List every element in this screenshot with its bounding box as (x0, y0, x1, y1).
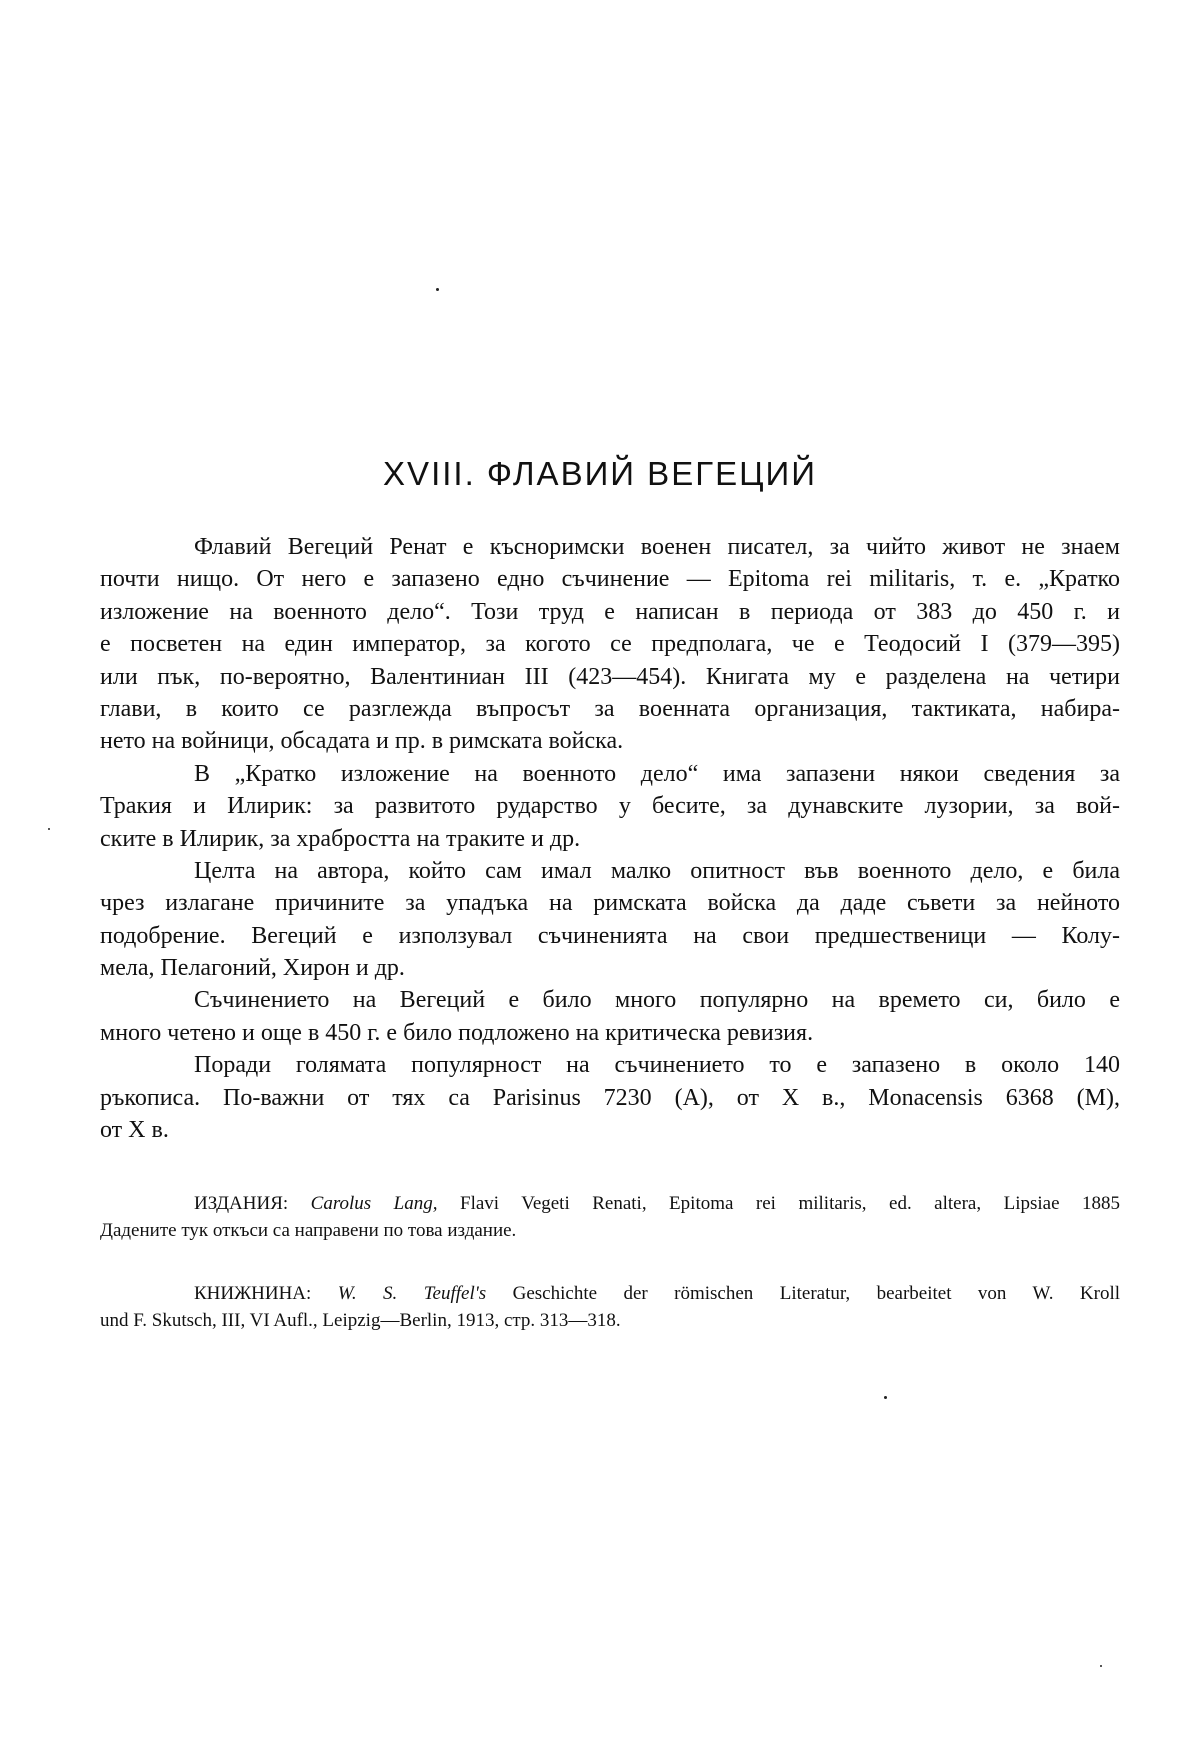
literature-text: Geschichte der römischen Literatur, bearbeitet von W. Kroll (512, 1283, 1120, 1304)
text-line: Поради голямата популярност на съчинението то е запазено в около 140 (194, 1052, 1120, 1079)
text-line: почти нищо. От него е запазено едно съчинение — Epitoma rei militaris, т. е. „Кратко (100, 566, 1120, 593)
text-line: много четено и още в 450 г. е било подложено на критическа ревизия. (100, 1019, 814, 1046)
text-line: подобрение. Вегеций е използувал съчиненията на свои предшественици — Колу- (100, 922, 1120, 949)
editions-line2: Дадените тук откъси са направени по това издание. (100, 1220, 517, 1241)
editions-note (100, 1190, 1120, 1244)
text-line: ръкописа. По-важни от тях са Parisinus 7230 (A), от X в., Monacensis 6368 (M), (100, 1084, 1120, 1111)
body-text (100, 531, 1120, 1146)
text-line: Съчинението на Вегеций е било много популярно на времето си, било е (194, 987, 1120, 1014)
scan-speck (884, 1396, 887, 1399)
scan-speck (436, 288, 439, 291)
text-line: Флавий Вегеций Ренат е къснoримски военен писател, за чийто живот не знаем (194, 534, 1120, 560)
text-line: чрез излагане причините за упадъка на римската войска да даде съвети за нейното (100, 890, 1120, 917)
editions-text: Flavi Vegeti Renati, Epitoma rei militaris, ed. altera, Lipsiae 1885 (460, 1193, 1121, 1214)
text-line: Тракия и Илирик: за развитото рударство у бесите, за дунавските лузории, за вой- (100, 793, 1120, 820)
text-line: или пък, по-вероятно, Валентиниан III (423—454). Книгата му е разделена на четири (100, 663, 1120, 690)
literature-note (100, 1280, 1120, 1334)
text-line: мела, Пелагоний, Хирон и др. (100, 955, 405, 982)
text-line: изложение на военното дело“. Този труд е написан в периода от 383 до 450 г. и (100, 598, 1120, 625)
literature-author: W. S. Teuffel's (337, 1283, 487, 1304)
text-line: от X в. (100, 1117, 169, 1144)
literature-line2: und F. Skutsch, III, VI Aufl., Leipzig—Berlin, 1913, стр. 313—318. (100, 1310, 621, 1331)
text-line: В „Кратко изложение на военното дело“ има запазени някои сведения за (194, 760, 1120, 787)
scan-speck (48, 828, 50, 830)
text-line: нето на войници, обсадата и пр. в римската войска. (100, 728, 624, 755)
text-line: ските в Илирик, за храбростта на траките и др. (100, 825, 581, 852)
text-line: е посветен на един император, за когото се предполага, че е Теодосий I (379—395) (100, 631, 1120, 658)
chapter-title: XVIII. ФЛАВИЙ ВЕГЕЦИЙ (383, 455, 817, 492)
literature-label: КНИЖНИНА: (194, 1283, 312, 1304)
editions-label: ИЗДАНИЯ: (194, 1193, 289, 1214)
scan-speck (1100, 1665, 1102, 1667)
editions-author: Carolus Lang, (310, 1193, 438, 1214)
text-line: Целта на автора, който сам имал малко опитност във военното дело, е била (194, 857, 1120, 884)
text-line: глави, в които се разглежда въпросът за военната организация, тактиката, набира- (100, 695, 1120, 722)
